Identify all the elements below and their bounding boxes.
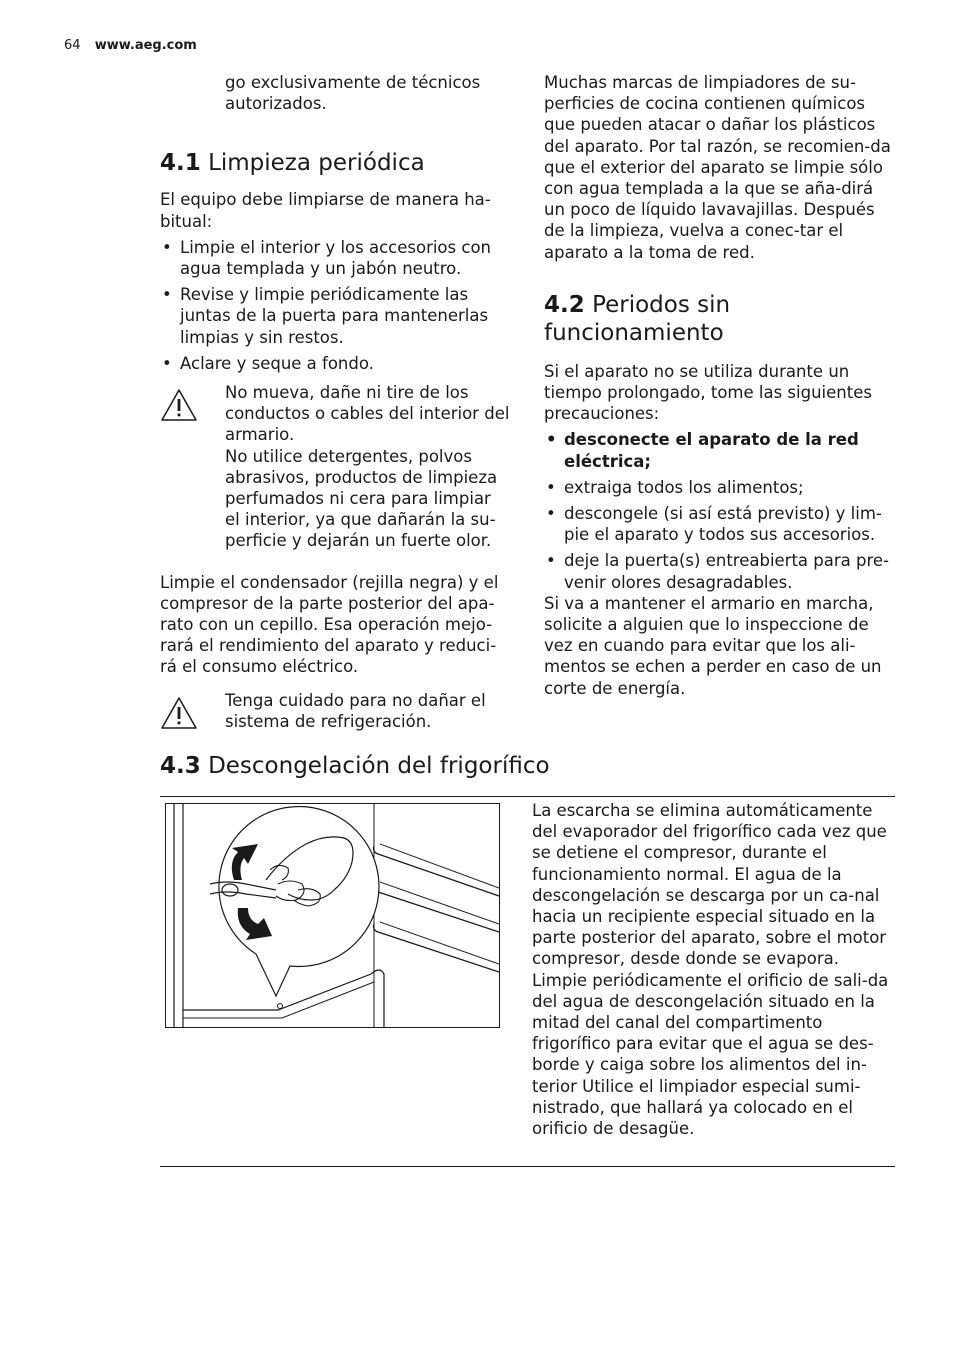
section-number: 4.1 <box>160 150 201 177</box>
warning-text: No utilice detergentes, polvos abrasivos, productos de limpieza perfumados ni cera para limpiar el interior, ya que dañarán la su-perficie y dejarán un fuerte olor. <box>225 446 498 551</box>
list-item: • extraiga todos los alimentos; <box>544 477 894 498</box>
cleaning-bullet-list <box>160 237 510 374</box>
section-4-2-heading <box>544 291 894 347</box>
table-top-rule <box>160 796 895 797</box>
warning-box <box>160 382 510 552</box>
condenser-paragraph: Limpie el condensador (rejilla negra) y el compresor de la parte posterior del apa-rato con un cepillo. Esa operación mejo-rará el rendimiento del aparato y reduci-rá el consumo eléctrico. <box>160 572 499 677</box>
defrost-paragraph-2: Limpie periódicamente el orificio de sali-da del agua de descongelación situado en la mitad del canal del compartimento frigorífico para evitar que el agua se des-borde y caiga sobre los alimentos del in-terior Utilice el limpiador especial sumi-nistrado, que hallará ya colocado en el orificio de desagüe. <box>532 970 889 1139</box>
warning-text: Tenga cuidado para no dañar el sistema de refrigeración. <box>225 690 486 731</box>
page-header <box>64 38 197 53</box>
warning-triangle-icon <box>160 690 225 735</box>
warning-text: No mueva, dañe ni tire de los conductos o cables del interior del armario. <box>225 383 510 445</box>
section-4-2-intro: Si el aparato no se utiliza durante un tiempo prolongado, tome las siguientes precauciones: <box>544 361 872 424</box>
list-item: • descongele (si así está previsto) y lim-pie el aparato y todos sus accesorios. <box>544 503 894 545</box>
precautions-bullet-list <box>544 429 894 592</box>
page-number: 64 <box>64 38 81 53</box>
list-item: • deje la puerta(s) entreabierta para pre-venir olores desagradables. <box>544 550 894 592</box>
left-column <box>160 72 510 735</box>
warning-triangle-icon <box>160 382 225 552</box>
list-item: • Revise y limpie periódicamente las juntas de la puerta para mantenerlas limpias y sin restos. <box>160 284 510 348</box>
website-link[interactable]: www.aeg.com <box>94 38 197 53</box>
defrost-paragraph-1: La escarcha se elimina automáticamente del evaporador del frigorífico cada vez que se detiene el compresor, durante el funcionamiento normal. El agua de la descongelación se descarga por un ca-nal hacia un recipiente especial situado en la parte posterior del aparato, sobre el motor compresor, desde donde se evapora. <box>532 801 887 969</box>
section-title: Limpieza periódica <box>208 150 425 177</box>
section-title: Descongelación del frigorífico <box>208 753 550 779</box>
section-4-1-intro: El equipo debe limpiarse de manera ha-bitual: <box>160 190 491 231</box>
warning-box <box>160 690 510 735</box>
table-bottom-rule <box>160 1166 895 1167</box>
section-4-1-heading <box>160 149 510 177</box>
defrost-drain-drawing <box>166 804 499 1027</box>
section-number: 4.3 <box>160 753 201 779</box>
defrost-drain-illustration <box>165 803 500 1028</box>
list-item: • Aclare y seque a fondo. <box>160 353 510 374</box>
right-column <box>544 72 894 699</box>
list-item: • Limpie el interior y los accesorios con agua templada y un jabón neutro. <box>160 237 510 279</box>
section-title: Periodos sin funcionamiento <box>544 291 731 346</box>
section-number: 4.2 <box>544 291 585 318</box>
list-item: • desconecte el aparato de la red eléctrica; <box>544 429 894 471</box>
inspection-paragraph: Si va a mantener el armario en marcha, solicite a alguien que lo inspeccione de vez en cuando para evitar que los ali-mentos se echen a perder en caso de un corte de energía. <box>544 593 882 698</box>
cleaners-paragraph: Muchas marcas de limpiadores de su-perficies de cocina contienen químicos que pueden atacar o dañar los plásticos del aparato. Por tal razón, se recomien-da que el exterior del aparato se limpie sólo con agua templada a la que se aña-dirá un poco de líquido lavavajillas. Después de la limpieza, vuelva a conec-tar el aparato a la toma de red. <box>544 73 891 262</box>
intro-continuation: go exclusivamente de técnicos autorizados. <box>225 73 481 114</box>
defrost-text <box>532 800 892 1139</box>
section-4-3-heading <box>160 752 550 780</box>
